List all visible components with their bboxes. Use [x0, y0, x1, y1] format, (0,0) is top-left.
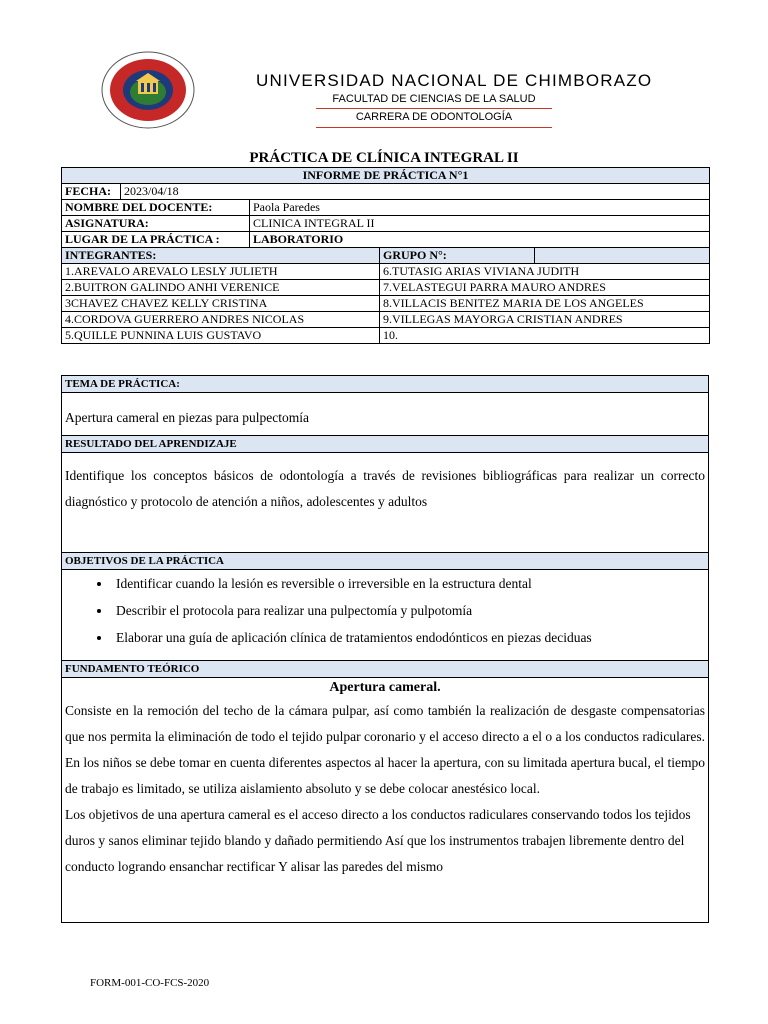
objetivos-header: OBJETIVOS DE LA PRÁCTICA: [62, 552, 708, 570]
member-left: 4.CORDOVA GUERRERO ANDRES NICOLAS: [62, 312, 380, 328]
member-row: [62, 312, 710, 328]
practice-details-box: [61, 375, 709, 923]
university-name: UNIVERSIDAD NACIONAL DE CHIMBORAZO: [256, 71, 653, 90]
member-right: 6.TUTASIG ARIAS VIVIANA JUDITH: [380, 264, 710, 280]
member-row: [62, 328, 710, 344]
integrantes-label: INTEGRANTES:: [62, 248, 380, 264]
grupo-value: [535, 248, 710, 264]
practice-title: PRÁCTICA DE CLÍNICA INTEGRAL II: [249, 150, 519, 166]
tema-text: Apertura cameral en piezas para pulpectomía: [65, 410, 309, 425]
objetivo-item: • Describir el protocola para realizar una pulpectomía y pulpotomía: [112, 597, 708, 624]
member-left: 1.AREVALO AREVALO LESLY JULIETH: [62, 264, 380, 280]
asignatura-value: CLINICA INTEGRAL II: [250, 216, 710, 232]
docente-label: NOMBRE DEL DOCENTE:: [62, 200, 250, 216]
member-left: 5.QUILLE PUNNINA LUIS GUSTAVO: [62, 328, 380, 344]
member-left: 3CHAVEZ CHAVEZ KELLY CRISTINA: [62, 296, 380, 312]
member-right: 10.: [380, 328, 710, 344]
objetivo-item: • Identificar cuando la lesión es reversible o irreversible en la estructura dental: [112, 570, 708, 597]
grupo-label: GRUPO N°:: [380, 248, 535, 264]
member-right: 9.VILLEGAS MAYORGA CRISTIAN ANDRES: [380, 312, 710, 328]
resultado-header: RESULTADO DEL APRENDIZAJE: [62, 435, 708, 453]
objetivos-list-wrap: [62, 570, 708, 660]
header-rule-bottom: [316, 127, 552, 128]
fundamento-paragraph-2: Los objetivos de una apertura cameral es el acceso directo a los conductos radiculares conservando todos los tejidos duros y sanos eliminar tejido blando y dañado permitiendo Así que los instrumentos trabajen libremente dentro del conducto logrando ensanchar rectificar Y alisar las paredes del mismo: [65, 807, 691, 874]
resultado-text: Identifique los conceptos básicos de odontología a través de revisiones bibliográficas para realizar un correcto diagnóstico y protocolo de atención a niños, adolescentes y adultos: [65, 468, 705, 509]
fecha-label: FECHA:: [62, 184, 121, 200]
fecha-value: 2023/04/18: [121, 184, 710, 200]
tema-header: TEMA DE PRÁCTICA:: [62, 376, 708, 393]
university-seal-logo: [100, 50, 196, 130]
member-row: [62, 280, 710, 296]
fundamento-subtitle: Apertura cameral.: [329, 680, 441, 695]
member-left: 2.BUITRON GALINDO ANHI VERENICE: [62, 280, 380, 296]
form-code: FORM-001-CO-FCS-2020: [90, 977, 210, 989]
docente-value: Paola Paredes: [250, 200, 710, 216]
fundamento-header: FUNDAMENTO TEÓRICO: [62, 660, 708, 678]
faculty-name: FACULTAD DE CIENCIAS DE LA SALUD: [332, 93, 536, 105]
member-row: [62, 296, 710, 312]
member-row: [62, 264, 710, 280]
fundamento-paragraph-1: Consiste en la remoción del techo de la cámara pulpar, así como también la realización de desgaste compensatorias que nos permita la eliminación de todo el tejido pulpar coronario y el acceso directo a el o a los conductos radiculares. En los niños se debe tomar en cuenta diferentes aspectos al hacer la apertura, con su limitada apertura bucal, el tiempo de trabajo es limitado, se utiliza aislamiento absoluto y se debe colocar anestésico local.: [65, 703, 705, 796]
objetivos-list: [62, 570, 708, 651]
lugar-value: LABORATORIO: [250, 232, 710, 248]
report-title: INFORME DE PRÁCTICA N°1: [62, 168, 710, 184]
asignatura-label: ASIGNATURA:: [62, 216, 250, 232]
career-name: CARRERA DE ODONTOLOGÍA: [355, 111, 513, 123]
lugar-label: LUGAR DE LA PRÁCTICA :: [62, 232, 250, 248]
objetivo-item: • Elaborar una guía de aplicación clínica de tratamientos endodónticos en piezas deciduas: [112, 624, 708, 651]
member-right: 7.VELASTEGUI PARRA MAURO ANDRES: [380, 280, 710, 296]
header-rule-top: [316, 108, 552, 109]
member-right: 8.VILLACIS BENITEZ MARIA DE LOS ANGELES: [380, 296, 710, 312]
info-table: [61, 167, 710, 344]
